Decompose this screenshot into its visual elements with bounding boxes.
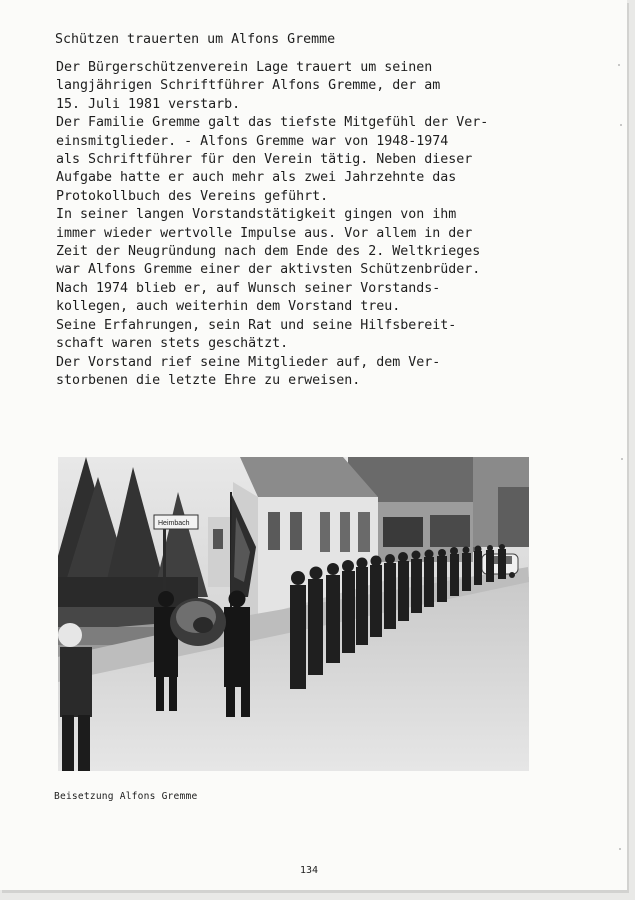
body-line: Protokollbuch des Vereins geführt. bbox=[56, 188, 329, 204]
body-line: Seine Erfahrungen, sein Rat und seine Hilfsbereit- bbox=[56, 317, 457, 333]
scan-speck bbox=[618, 64, 620, 66]
body-line: schaft waren stets geschätzt. bbox=[56, 336, 289, 352]
body-line: Der Bürgerschützenverein Lage trauert um seinen bbox=[56, 60, 433, 75]
funeral-procession-photo bbox=[58, 457, 529, 771]
body-line: Der Familie Gremme galt das tiefste Mitgefühl der Ver- bbox=[56, 115, 489, 131]
article-body bbox=[56, 59, 576, 390]
body-line: war Alfons Gremme einer der aktivsten Schützenbrüder. bbox=[56, 262, 481, 278]
body-line: In seiner langen Vorstandstätigkeit gingen von ihm bbox=[56, 207, 457, 223]
body-line: storbenen die letzte Ehre zu erweisen. bbox=[56, 372, 361, 388]
body-line: Aufgabe hatte er auch mehr als zwei Jahrzehnte das bbox=[56, 170, 457, 186]
body-line: immer wieder wertvolle Impulse aus. Vor allem in der bbox=[56, 225, 473, 241]
body-line: kollegen, auch weiterhin dem Vorstand treu. bbox=[56, 299, 401, 315]
scan-speck bbox=[619, 848, 621, 850]
body-line: 15. Juli 1981 verstarb. bbox=[56, 96, 241, 112]
body-line: langjährigen Schriftführer Alfons Gremme, der am bbox=[56, 78, 441, 94]
scan-speck bbox=[621, 458, 623, 460]
street-sign-text: Heimbach bbox=[158, 520, 190, 527]
body-line: Zeit der Neugründung nach dem Ende des 2. Weltkrieges bbox=[56, 244, 481, 260]
photo-caption: Beisetzung Alfons Gremme bbox=[54, 791, 198, 802]
article-title: Schützen trauerten um Alfons Gremme bbox=[55, 32, 336, 47]
body-line: Der Vorstand rief seine Mitglieder auf, dem Ver- bbox=[56, 354, 441, 370]
body-line: Nach 1974 blieb er, auf Wunsch seiner Vorstands- bbox=[56, 280, 441, 296]
page-number: 134 bbox=[300, 865, 319, 876]
scan-speck bbox=[620, 124, 622, 126]
wreath bbox=[170, 598, 226, 646]
body-line: als Schriftführer für den Verein tätig. Neben dieser bbox=[56, 152, 473, 168]
body-line: einsmitglieder. - Alfons Gremme war von 1948-1974 bbox=[56, 133, 449, 149]
